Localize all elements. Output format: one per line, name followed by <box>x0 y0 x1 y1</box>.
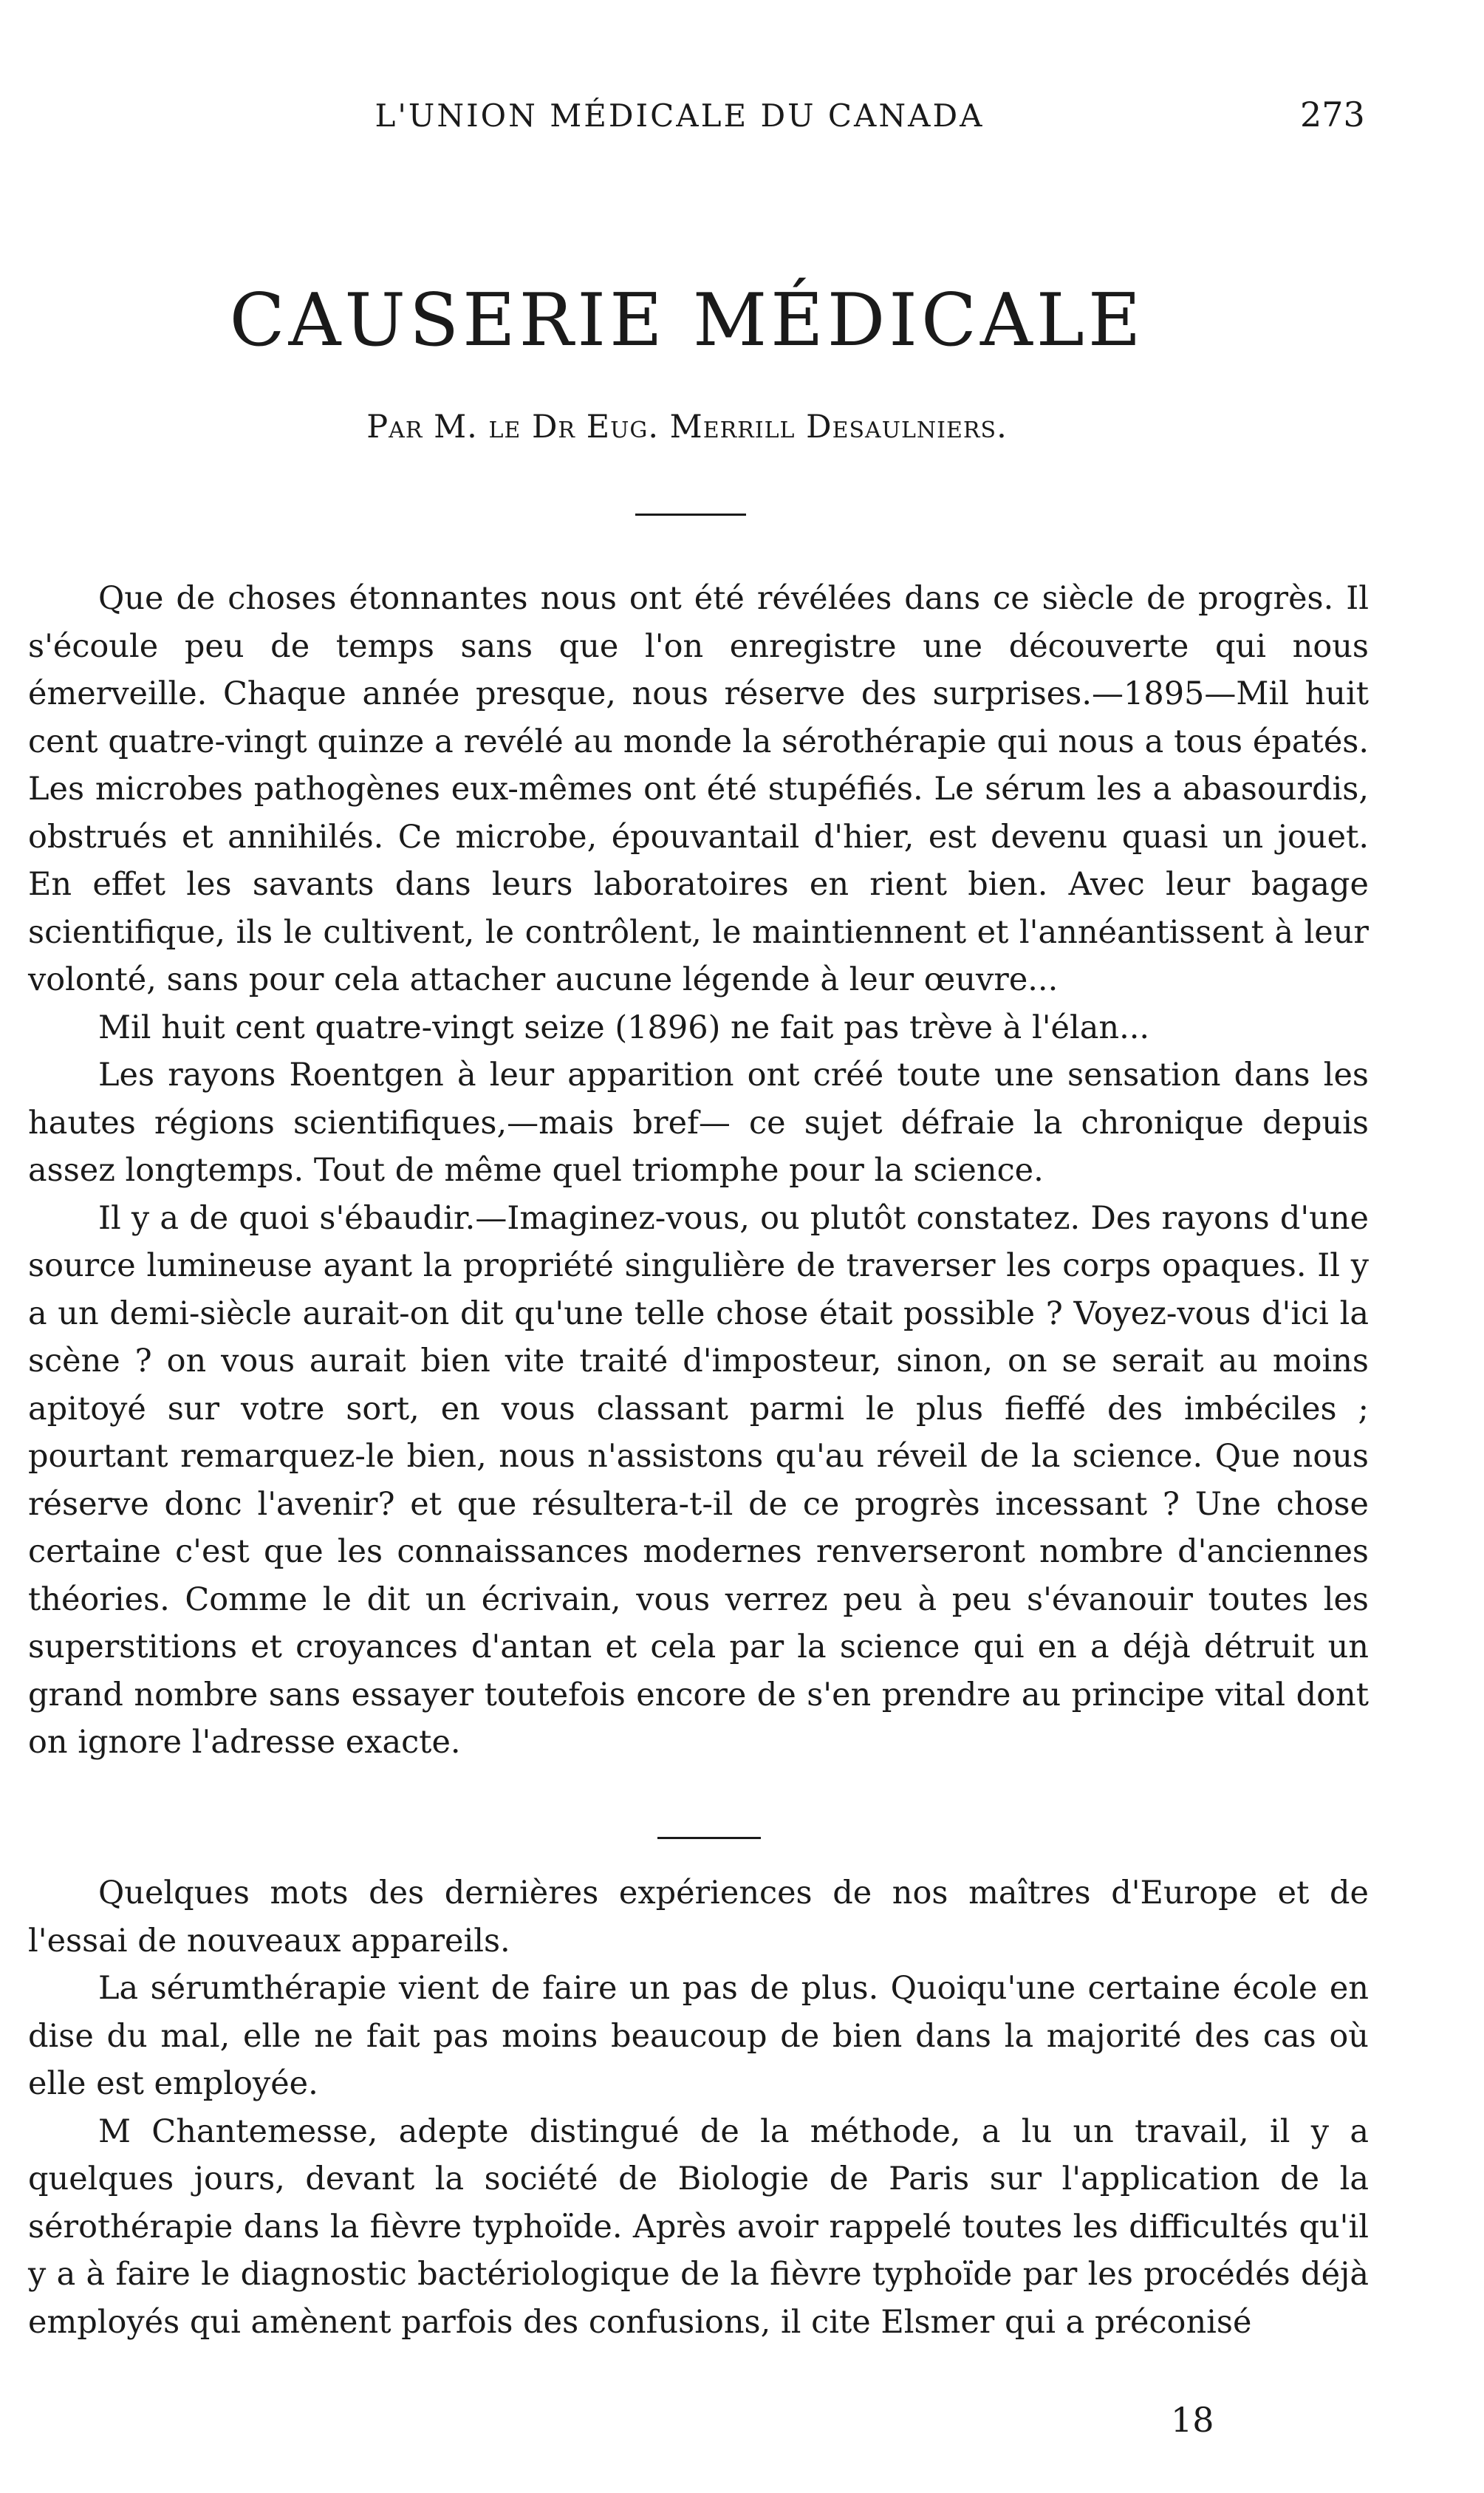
paragraph: La sérumthérapie vient de faire un pas de plus. Quoiqu'une certaine école en dise du mal, elle ne fait pas moins beaucoup de bien dans la majorité des cas où elle est employée. <box>28 1970 1369 2102</box>
signature-mark: 18 <box>1171 2400 1214 2440</box>
paragraph: Il y a de quoi s'ébaudir.—Imaginez-vous, ou plutôt constatez. Des rayons d'une source lumineuse ayant la propriété singulière de traverser les corps opaques. Il y a un demi-siècle aurait-on dit qu'une telle chose était possible ? Voyez-vous d'ici la scène ? on vous aurait bien vite traité d'imposteur, sinon, on se serait au moins apitoyé sur votre sort, en vous classant parmi le plus fieffé des imbéciles ; pourtant remarquez-le bien, nous n'assistons qu'au réveil de la science. Que nous réserve donc l'avenir? et que résultera-t-il de ce progrès incessant ? Une chose certaine c'est que les connaissances modernes renverseront nombre d'anciennes théories. Comme le dit un écrivain, vous verrez peu à peu s'évanouir toutes les superstitions et croyances d'antan et cela par la science qui en a déjà détruit un grand nombre sans essayer toutefois encore de s'en prendre au principe vital dont on ignore l'adresse exacte. <box>28 1199 1369 1761</box>
running-header: L'UNION MÉDICALE DU CANADA <box>375 98 985 134</box>
article-title: CAUSERIE MÉDICALE <box>229 279 1145 363</box>
article-byline: Par M. le Dr Eug. Merrill Desaulniers. <box>366 409 1008 446</box>
section-2-body <box>28 1869 1369 2346</box>
paragraph: Les rayons Roentgen à leur apparition ont créé toute une sensation dans les hautes régions scientifiques,—mais bref— ce sujet défraie la chronique depuis assez longtemps. Tout de même quel triomphe pour la science. <box>28 1057 1369 1189</box>
paragraph: Que de choses étonnantes nous ont été révélées dans ce siècle de progrès. Il s'écoule peu de temps sans que l'on enregistre une découverte qui nous émerveille. Chaque année presque, nous réserve des surprises.—1895—Mil huit cent quatre-vingt quinze a revélé au monde la sérothérapie qui nous a tous épatés. Les microbes pathogènes eux-mêmes ont été stupéfiés. Le sérum les a abasourdis, obstrués et annihilés. Ce microbe, épouvantail d'hier, est devenu quasi un jouet. En effet les savants dans leurs laboratoires en rient bien. Avec leur bagage scientifique, ils le cultivent, le contrôlent, le maintiennent et l'annéantissent à leur volonté, sans pour cela attacher aucune légende à leur œuvre... <box>28 580 1369 998</box>
paragraph: M Chantemesse, adepte distingué de la méthode, a lu un travail, il y a quelques jours, devant la société de Biologie de Paris sur l'application de la sérothérapie dans la fièvre typhoïde. Après avoir rappelé toutes les difficultés qu'il y a à faire le diagnostic bactériologique de la fièvre typhoïde par les procédés déjà employés qui amènent parfois des confusions, il cite Elsmer qui a préconisé <box>28 2112 1369 2341</box>
paragraph: Quelques mots des dernières expériences de nos maîtres d'Europe et de l'essai de nouveaux appareils. <box>28 1875 1369 1960</box>
section-divider <box>635 514 746 516</box>
page-number: 273 <box>1300 95 1365 134</box>
section-1-body <box>28 575 1369 1767</box>
section-divider <box>657 1837 761 1839</box>
paragraph: Mil huit cent quatre-vingt seize (1896) ne fait pas trève à l'élan... <box>98 1009 1150 1046</box>
